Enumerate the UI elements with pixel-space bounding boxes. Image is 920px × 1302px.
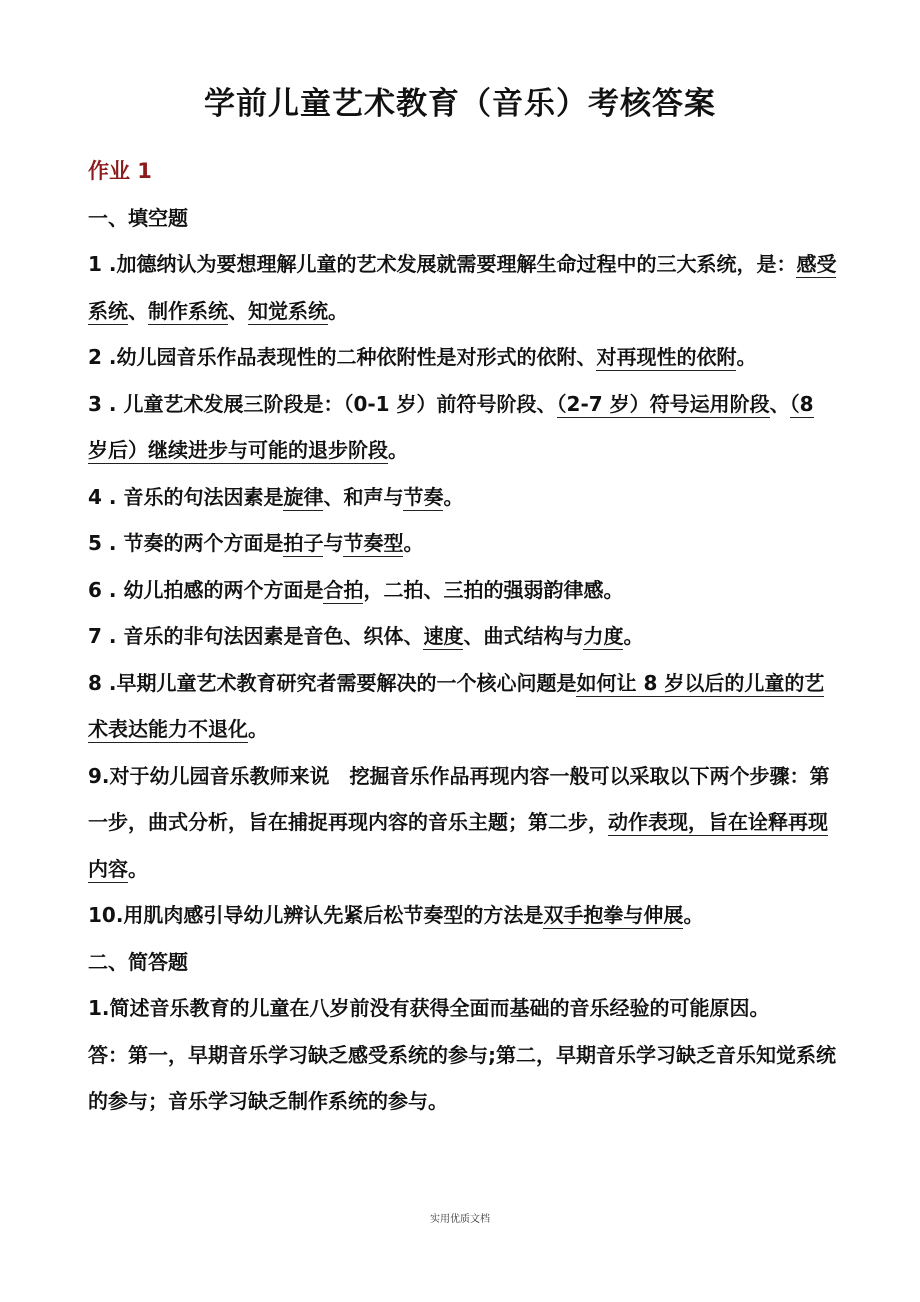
question-text: 9.对于幼儿园音乐教师来说 挖掘音乐作品再现内容一般可以采取以下两个步骤：第一步，曲式分析，旨在捕捉再现内容的音乐主题；第二步， bbox=[88, 763, 830, 834]
question-text: 与 bbox=[323, 531, 344, 555]
answer-blank: 合拍 bbox=[323, 577, 364, 602]
separator: 、 bbox=[228, 298, 248, 323]
punctuation: 。 bbox=[683, 903, 704, 927]
answer-blank: （2-7 岁）符号运用阶段 bbox=[556, 391, 770, 416]
question-10 bbox=[88, 892, 838, 939]
answer-blank: 双手抱拳与伸展 bbox=[543, 903, 684, 927]
section-heading-fill-in: 一、填空题 bbox=[88, 205, 188, 230]
homework-heading: 作业 1 bbox=[88, 159, 152, 183]
section-heading-short-answer: 二、简答题 bbox=[88, 949, 188, 974]
answer-blank: 制作系统 bbox=[148, 298, 228, 323]
question-6 bbox=[88, 567, 838, 614]
answer-blank: 动作表现，旨在诠释再现内容 bbox=[88, 810, 828, 881]
question-text: ，二拍、三拍的强弱韵律感。 bbox=[363, 577, 624, 602]
page-footer: 实用优质文档 bbox=[430, 1214, 490, 1225]
separator: 、 bbox=[769, 391, 790, 416]
punctuation: 。 bbox=[388, 438, 408, 462]
short-answer-response-1: 答：第一，早期音乐学习缺乏感受系统的参与;第二，早期音乐学习缺乏音乐知觉系统的参与；音乐学习缺乏制作系统的参与。 bbox=[88, 1042, 836, 1113]
question-text: 、曲式结构与 bbox=[463, 624, 584, 648]
question-7 bbox=[88, 613, 838, 660]
answer-blank: 拍子 bbox=[283, 531, 324, 555]
answer-blank: 力度 bbox=[583, 624, 624, 648]
question-text: 10.用肌肉感引导幼儿辨认先紧后松节奏型的方法是 bbox=[88, 903, 544, 927]
question-text: 3 . 儿童艺术发展三阶段是：（0-1 岁）前符号阶段、 bbox=[88, 391, 557, 416]
question-8 bbox=[88, 660, 838, 753]
question-1 bbox=[88, 241, 838, 334]
punctuation: 。 bbox=[403, 531, 424, 555]
answer-blank: 如何让 8 岁以后的儿童的艺术表达能力不退化 bbox=[88, 670, 825, 741]
punctuation: 。 bbox=[736, 345, 757, 369]
answer-blank: 节奏型 bbox=[343, 531, 404, 555]
answer-blank: 旋律 bbox=[283, 484, 324, 509]
question-text: 2 .幼儿园音乐作品表现性的二种依附性是对形式的依附、 bbox=[88, 345, 597, 369]
question-2 bbox=[88, 334, 838, 381]
answer-blank: 节奏 bbox=[403, 484, 444, 509]
document-title: 学前儿童艺术教育（音乐）考核答案 bbox=[204, 86, 716, 122]
punctuation: 。 bbox=[623, 624, 644, 648]
separator: 、 bbox=[128, 298, 148, 323]
question-3 bbox=[88, 381, 838, 474]
answer-blank: 知觉系统 bbox=[248, 298, 328, 323]
question-5 bbox=[88, 520, 838, 567]
punctuation: 。 bbox=[443, 484, 464, 509]
question-9 bbox=[88, 753, 838, 893]
question-text: 8 .早期儿童艺术教育研究者需要解决的一个核心问题是 bbox=[88, 670, 577, 695]
question-4 bbox=[88, 474, 838, 521]
question-text: 5 . 节奏的两个方面是 bbox=[88, 531, 284, 555]
document-body bbox=[88, 148, 838, 1125]
question-text: 4 . 音乐的句法因素是 bbox=[88, 484, 284, 509]
answer-blank: 感受系统 bbox=[88, 252, 837, 323]
question-text: 、和声与 bbox=[323, 484, 404, 509]
answer-blank: （8 岁后）继续进步与可能的退步阶段 bbox=[88, 391, 814, 462]
punctuation: 。 bbox=[128, 856, 148, 881]
answer-blank: 速度 bbox=[423, 624, 464, 648]
punctuation: 。 bbox=[248, 717, 268, 741]
question-text: 6 . 幼儿拍感的两个方面是 bbox=[88, 577, 324, 602]
short-answer-question-1: 1.简述音乐教育的儿童在八岁前没有获得全面而基础的音乐经验的可能原因。 bbox=[88, 996, 770, 1020]
answer-blank: 对再现性的依附 bbox=[596, 345, 737, 369]
question-text: 7 . 音乐的非句法因素是音色、织体、 bbox=[88, 624, 424, 648]
punctuation: 。 bbox=[328, 298, 348, 323]
question-text: 1 .加德纳认为要想理解儿童的艺术发展就需要理解生命过程中的三大系统，是： bbox=[88, 252, 797, 276]
